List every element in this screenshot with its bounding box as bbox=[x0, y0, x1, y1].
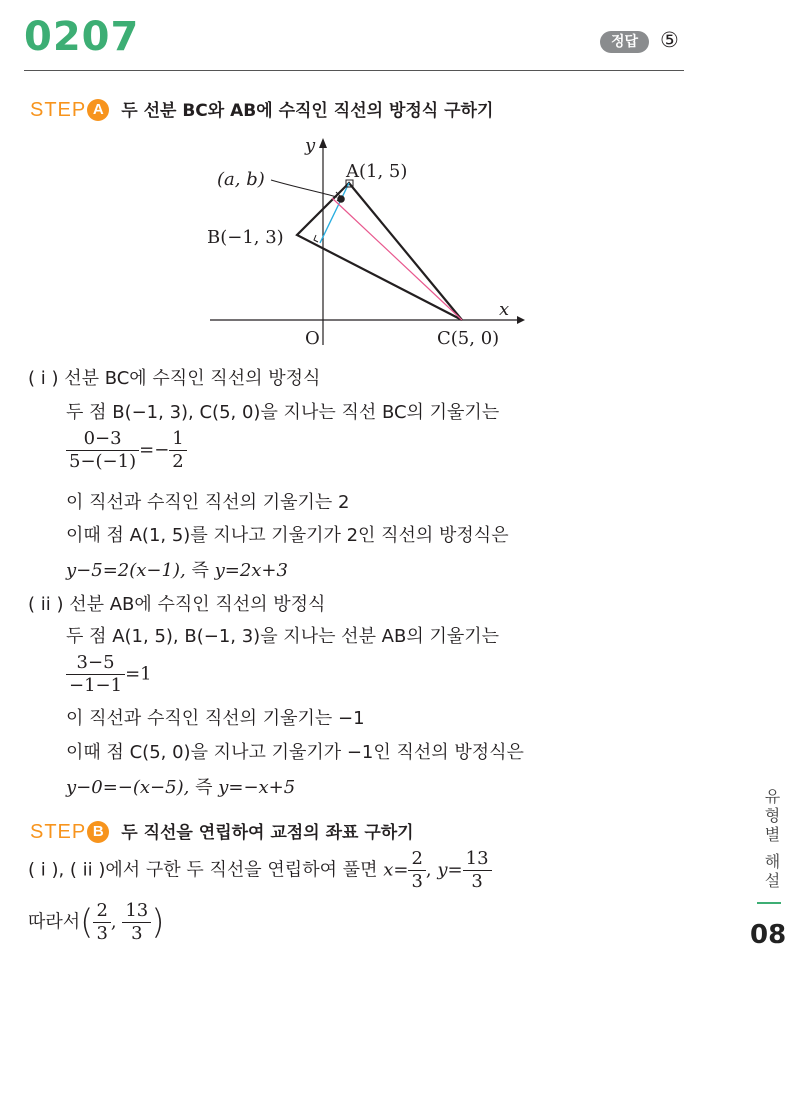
part2-fraction-line bbox=[66, 652, 152, 697]
orthocenter-label: (a, b) bbox=[217, 169, 265, 190]
triangle-abc bbox=[297, 183, 462, 320]
y-axis-label: y bbox=[305, 135, 316, 156]
solution-y-den: 3 bbox=[471, 871, 483, 892]
part1-eq: =− bbox=[139, 439, 170, 461]
coordinate-figure bbox=[205, 135, 525, 350]
part2-line4 bbox=[66, 773, 295, 799]
right-paren: ) bbox=[151, 902, 165, 943]
left-paren: ( bbox=[80, 902, 94, 943]
part1-rhs-num: 1 bbox=[169, 428, 186, 451]
answer-x-den: 3 bbox=[96, 923, 108, 944]
x-axis-arrow-icon bbox=[517, 316, 525, 324]
solution-x-den: 3 bbox=[411, 871, 423, 892]
part1-slope-fraction bbox=[66, 428, 139, 473]
step-a-title: 두 선분 BC와 AB에 수직인 직선의 방정식 구하기 bbox=[121, 101, 494, 121]
answer-comma: , bbox=[110, 911, 123, 933]
point-b-label: B(−1, 3) bbox=[207, 227, 284, 248]
header-divider bbox=[24, 70, 684, 71]
part2-frac-num: 3−5 bbox=[66, 652, 125, 675]
answer-y-den: 3 bbox=[131, 923, 143, 944]
step-a-heading bbox=[30, 96, 493, 122]
step-b-tag: STEP bbox=[30, 821, 87, 843]
orthocenter-point bbox=[337, 195, 345, 203]
part1-therefore: 즉 bbox=[191, 560, 209, 581]
part1-equation-1: y−5=2(x−1), bbox=[66, 560, 186, 581]
problem-number: 0207 bbox=[24, 14, 140, 60]
step-a-letter: A bbox=[87, 99, 109, 121]
part2-line1: 두 점 A(1, 5), B(−1, 3)을 지나는 선분 AB의 기울기는 bbox=[66, 626, 500, 647]
orthocenter-leader-line bbox=[271, 180, 337, 197]
solution-x-fraction bbox=[408, 848, 425, 893]
part2-eq: =1 bbox=[125, 663, 152, 685]
part1-heading: ( i ) 선분 BC에 수직인 직선의 방정식 bbox=[28, 368, 321, 389]
answer-x-fraction bbox=[93, 900, 110, 945]
origin-label: O bbox=[305, 328, 320, 349]
step-b-heading bbox=[30, 818, 414, 844]
solution-x-eq: x= bbox=[383, 859, 409, 881]
part2-frac-den: −1−1 bbox=[69, 675, 123, 696]
part2-equation-2: y=−x+5 bbox=[218, 777, 296, 798]
answer-y-num: 13 bbox=[122, 900, 151, 923]
solution-y-eq: y= bbox=[437, 859, 463, 881]
part1-rhs-den: 2 bbox=[172, 451, 184, 472]
solution-line2 bbox=[28, 900, 165, 945]
part2-therefore: 즉 bbox=[195, 777, 213, 798]
section-side-label: 유형별 해설 bbox=[762, 788, 781, 892]
answer-badge: 정답 bbox=[600, 31, 649, 53]
altitude-from-c bbox=[332, 198, 462, 320]
solution-line1 bbox=[28, 848, 492, 893]
part1-equation-2: y=2x+3 bbox=[214, 560, 288, 581]
part2-line2: 이 직선과 수직인 직선의 기울기는 −1 bbox=[66, 708, 365, 729]
part1-fraction-line bbox=[66, 428, 187, 473]
page-number: 08 bbox=[750, 920, 787, 950]
step-b-letter: B bbox=[87, 821, 109, 843]
point-c-label: C(5, 0) bbox=[437, 328, 500, 349]
x-axis-label: x bbox=[499, 299, 510, 320]
right-angle-mark-bc bbox=[314, 235, 318, 242]
solution-y-fraction bbox=[463, 848, 492, 893]
answer-x-num: 2 bbox=[93, 900, 110, 923]
step-a-tag: STEP bbox=[30, 99, 87, 121]
solution-x-num: 2 bbox=[408, 848, 425, 871]
part2-heading: ( ii ) 선분 AB에 수직인 직선의 방정식 bbox=[28, 594, 326, 615]
part2-slope-fraction bbox=[66, 652, 125, 697]
part1-line3: 이때 점 A(1, 5)를 지나고 기울기가 2인 직선의 방정식은 bbox=[66, 525, 509, 546]
altitude-from-a bbox=[320, 183, 349, 243]
answer-value: ⑤ bbox=[660, 28, 679, 52]
part1-frac-num: 0−3 bbox=[66, 428, 139, 451]
step-b-title: 두 직선을 연립하여 교점의 좌표 구하기 bbox=[121, 823, 414, 843]
part1-line2: 이 직선과 수직인 직선의 기울기는 2 bbox=[66, 492, 350, 513]
side-divider bbox=[757, 902, 781, 904]
part2-line3: 이때 점 C(5, 0)을 지나고 기울기가 −1인 직선의 방정식은 bbox=[66, 742, 524, 763]
point-a-label: A(1, 5) bbox=[346, 161, 408, 182]
answer-y-fraction bbox=[122, 900, 151, 945]
part1-frac-den: 5−(−1) bbox=[69, 451, 137, 472]
solution-therefore: 따라서 bbox=[28, 911, 81, 933]
part1-result-fraction bbox=[169, 428, 186, 473]
part1-line4 bbox=[66, 556, 288, 582]
part2-equation-1: y−0=−(x−5), bbox=[66, 777, 190, 798]
solution-comma: , bbox=[425, 859, 432, 881]
part1-line1: 두 점 B(−1, 3), C(5, 0)을 지나는 직선 BC의 기울기는 bbox=[66, 402, 500, 423]
solution-y-num: 13 bbox=[463, 848, 492, 871]
solution-intro: ( i ), ( ii )에서 구한 두 직선을 연립하여 풀면 bbox=[28, 859, 378, 881]
y-axis-arrow-icon bbox=[319, 138, 327, 148]
